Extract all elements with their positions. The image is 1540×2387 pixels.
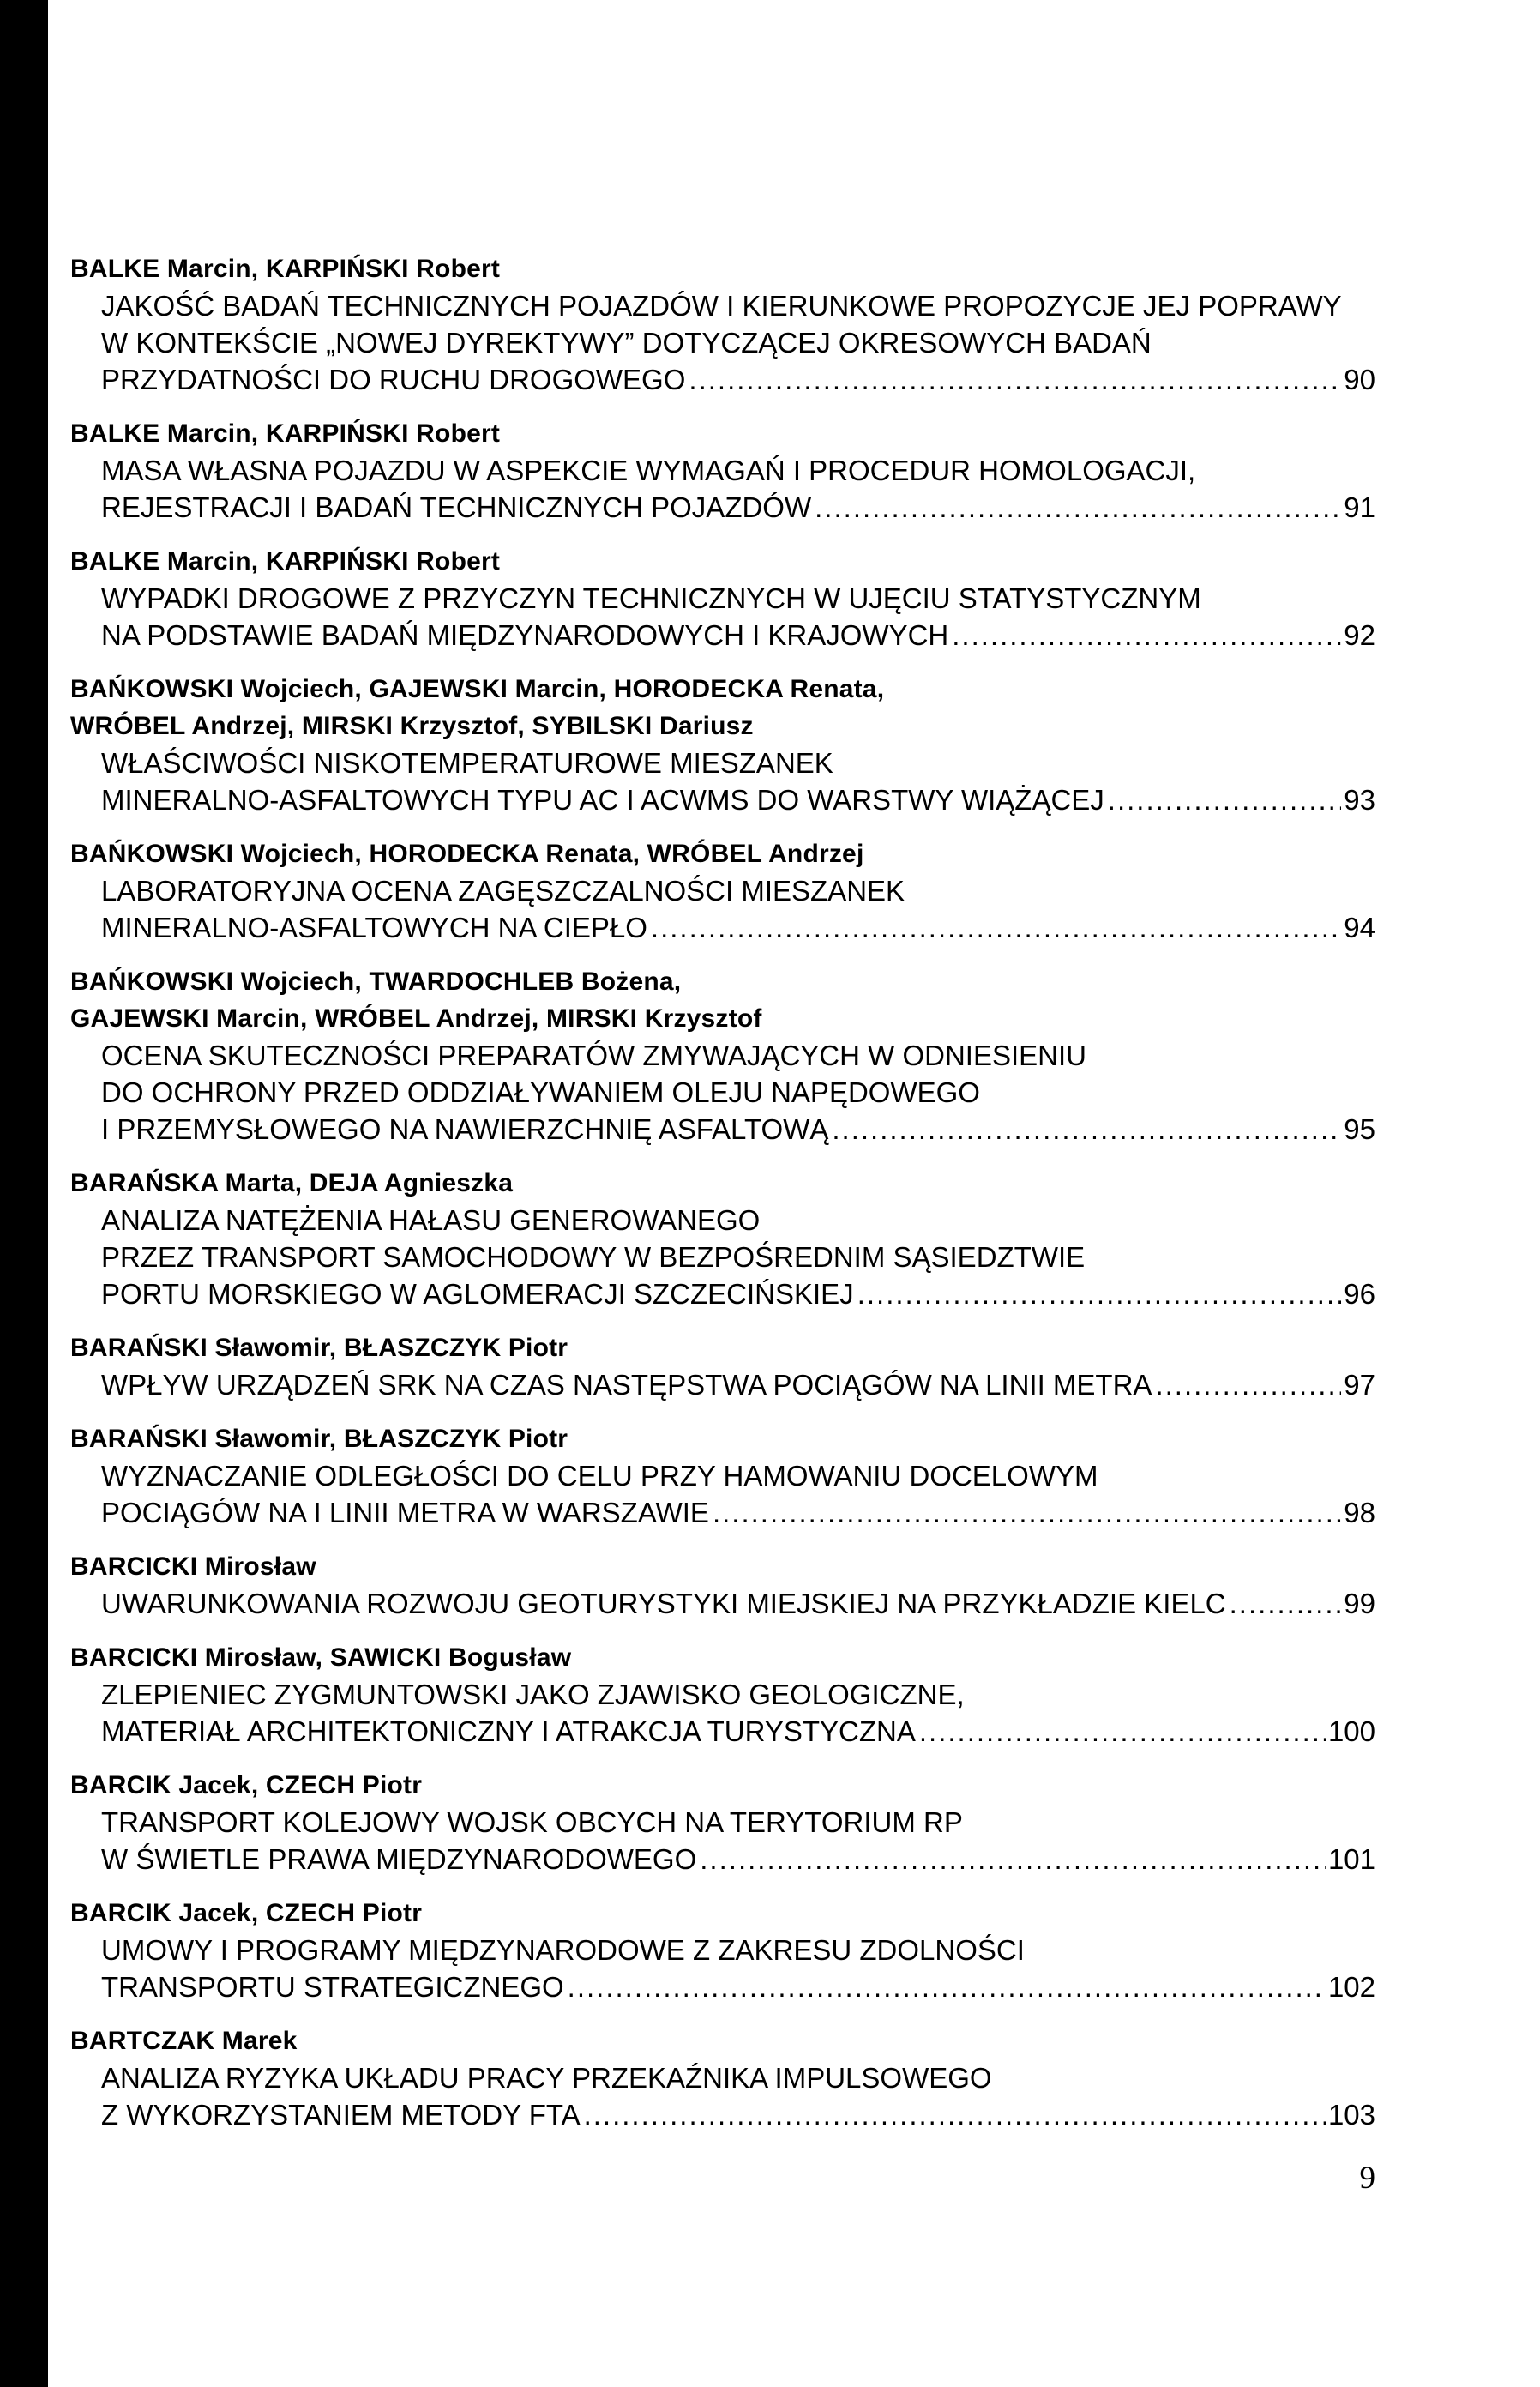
title-leader-line	[101, 1841, 1375, 1878]
entry-title	[70, 1585, 1375, 1622]
title-last-line: Z WYKORZYSTANIEM METODY FTA	[101, 2099, 581, 2131]
dot-leader	[832, 1111, 1341, 1148]
title-last-line: TRANSPORTU STRATEGICZNEGO	[101, 1971, 564, 2003]
entry-title	[70, 580, 1375, 654]
title-last-line: PRZYDATNOŚCI DO RUCHU DROGOWEGO	[101, 364, 686, 395]
toc-entry	[70, 543, 1375, 654]
entry-page-number: 96	[1344, 1278, 1375, 1310]
title-line: TRANSPORT KOLEJOWY WOJSK OBCYCH NA TERYTORIUM RP	[101, 1806, 963, 1838]
entry-page-number: 90	[1344, 364, 1375, 395]
entry-page-number: 98	[1344, 1497, 1375, 1528]
author-line: BAŃKOWSKI Wojciech, HORODECKA Renata, WRÓBEL Andrzej	[70, 840, 864, 868]
toc-entry	[70, 1639, 1375, 1750]
title-leader-line	[101, 617, 1375, 654]
entry-title	[70, 872, 1375, 946]
author-line: BARAŃSKI Sławomir, BŁASZCZYK Piotr	[70, 1425, 568, 1453]
toc-entry	[70, 2022, 1375, 2133]
entry-page-number: 101	[1327, 1843, 1375, 1875]
toc-entry	[70, 1420, 1375, 1531]
toc-entry	[70, 671, 1375, 818]
entry-title	[70, 1932, 1375, 2005]
entry-authors	[70, 543, 1375, 580]
title-leader-line	[101, 1366, 1375, 1403]
entry-page-number: 97	[1344, 1369, 1375, 1401]
title-leader-line	[101, 1494, 1375, 1531]
dot-leader	[713, 1494, 1341, 1531]
entry-page-number: 103	[1327, 2099, 1375, 2131]
author-line: BALKE Marcin, KARPIŃSKI Robert	[70, 255, 501, 283]
entry-authors	[70, 1895, 1375, 1932]
author-line: BARCIK Jacek, CZECH Piotr	[70, 1771, 423, 1799]
dot-leader	[952, 617, 1341, 654]
entry-page-number: 100	[1327, 1715, 1375, 1747]
author-line: BARAŃSKI Sławomir, BŁASZCZYK Piotr	[70, 1334, 568, 1362]
title-line: UMOWY I PROGRAMY MIĘDZYNARODOWE Z ZAKRESU ZDOLNOŚCI	[101, 1934, 1025, 1966]
entry-page-number: 92	[1344, 619, 1375, 651]
title-last-line: WPŁYW URZĄDZEŃ SRK NA CZAS NASTĘPSTWA POCIĄGÓW NA LINII METRA	[101, 1369, 1152, 1401]
entry-authors	[70, 671, 1375, 744]
toc-entry	[70, 835, 1375, 946]
title-leader-line	[101, 1713, 1375, 1750]
title-line: PRZEZ TRANSPORT SAMOCHODOWY W BEZPOŚREDNIM SĄSIEDZTWIE	[101, 1241, 1086, 1273]
entry-authors	[70, 835, 1375, 872]
title-leader-line	[101, 1585, 1375, 1622]
toc-entry	[70, 1329, 1375, 1403]
entry-authors	[70, 1639, 1375, 1676]
title-leader-line	[101, 489, 1375, 526]
title-line: WYZNACZANIE ODLEGŁOŚCI DO CELU PRZY HAMOWANIU DOCELOWYM	[101, 1460, 1098, 1492]
title-last-line: I PRZEMYSŁOWEGO NA NAWIERZCHNIĘ ASFALTOWĄ	[101, 1113, 829, 1145]
title-line: DO OCHRONY PRZED ODDZIAŁYWANIEM OLEJU NAPĘDOWEGO	[101, 1076, 980, 1108]
toc-entry	[70, 1767, 1375, 1878]
title-leader-line	[101, 1111, 1375, 1148]
toc-entry	[70, 963, 1375, 1148]
author-line: BAŃKOWSKI Wojciech, GAJEWSKI Marcin, HORODECKA Renata,	[70, 675, 885, 703]
entry-title	[70, 1366, 1375, 1403]
author-line: BALKE Marcin, KARPIŃSKI Robert	[70, 547, 501, 576]
dot-leader	[584, 2096, 1326, 2133]
entry-title	[70, 744, 1375, 818]
toc-entry	[70, 250, 1375, 398]
entry-authors	[70, 1548, 1375, 1585]
dot-leader	[1230, 1585, 1342, 1622]
author-line: GAJEWSKI Marcin, WRÓBEL Andrzej, MIRSKI Krzysztof	[70, 1004, 762, 1033]
dot-leader	[568, 1968, 1326, 2005]
title-line: ANALIZA RYZYKA UKŁADU PRACY PRZEKAŹNIKA IMPULSOWEGO	[101, 2062, 992, 2094]
dot-leader	[651, 909, 1341, 946]
page-number: 9	[1359, 2161, 1375, 2196]
dot-leader	[700, 1841, 1326, 1878]
title-leader-line	[101, 1968, 1375, 2005]
author-line: BARCICKI Mirosław, SAWICKI Bogusław	[70, 1643, 572, 1672]
title-last-line: MATERIAŁ ARCHITEKTONICZNY I ATRAKCJA TURYSTYCZNA	[101, 1715, 916, 1747]
entry-authors	[70, 1329, 1375, 1366]
dot-leader	[919, 1713, 1326, 1750]
entry-authors	[70, 250, 1375, 287]
entry-authors	[70, 415, 1375, 452]
title-line: JAKOŚĆ BADAŃ TECHNICZNYCH POJAZDÓW I KIERUNKOWE PROPOZYCJE JEJ POPRAWY	[101, 290, 1342, 322]
author-line: BARAŃSKA Marta, DEJA Agnieszka	[70, 1169, 514, 1197]
toc-entry	[70, 1165, 1375, 1312]
entry-title	[70, 287, 1375, 398]
title-last-line: W ŚWIETLE PRAWA MIĘDZYNARODOWEGO	[101, 1843, 697, 1875]
entry-page-number: 95	[1344, 1113, 1375, 1145]
title-last-line: REJESTRACJI I BADAŃ TECHNICZNYCH POJAZDÓW	[101, 491, 812, 523]
dot-leader	[815, 489, 1341, 526]
scan-edge-artifact	[0, 0, 48, 2387]
title-leader-line	[101, 1275, 1375, 1312]
title-last-line: POCIĄGÓW NA I LINII METRA W WARSZAWIE	[101, 1497, 709, 1528]
dot-leader	[1155, 1366, 1341, 1403]
entry-title	[70, 1457, 1375, 1531]
author-line: WRÓBEL Andrzej, MIRSKI Krzysztof, SYBILSKI Dariusz	[70, 712, 754, 740]
title-line: ANALIZA NATĘŻENIA HAŁASU GENEROWANEGO	[101, 1204, 761, 1236]
toc-entries	[70, 250, 1375, 2133]
title-line: MASA WŁASNA POJAZDU W ASPEKCIE WYMAGAŃ I PROCEDUR HOMOLOGACJI,	[101, 455, 1196, 486]
title-last-line: MINERALNO-ASFALTOWYCH NA CIEPŁO	[101, 912, 647, 943]
title-line: OCENA SKUTECZNOŚCI PREPARATÓW ZMYWAJĄCYCH W ODNIESIENIU	[101, 1040, 1086, 1071]
toc-entry	[70, 1548, 1375, 1622]
author-line: BALKE Marcin, KARPIŃSKI Robert	[70, 419, 501, 448]
author-line: BARCIK Jacek, CZECH Piotr	[70, 1899, 423, 1927]
entry-page-number: 93	[1344, 784, 1375, 816]
dot-leader	[1108, 781, 1341, 818]
entry-title	[70, 1037, 1375, 1148]
dot-leader	[857, 1275, 1342, 1312]
entry-page-number: 99	[1344, 1588, 1375, 1619]
entry-authors	[70, 1767, 1375, 1804]
title-last-line: NA PODSTAWIE BADAŃ MIĘDZYNARODOWYCH I KRAJOWYCH	[101, 619, 949, 651]
title-last-line: PORTU MORSKIEGO W AGLOMERACJI SZCZECIŃSKIEJ	[101, 1278, 854, 1310]
title-line: WYPADKI DROGOWE Z PRZYCZYN TECHNICZNYCH W UJĘCIU STATYSTYCZNYM	[101, 582, 1201, 614]
title-line: LABORATORYJNA OCENA ZAGĘSZCZALNOŚCI MIESZANEK	[101, 875, 905, 907]
author-line: BAŃKOWSKI Wojciech, TWARDOCHLEB Bożena,	[70, 967, 682, 996]
title-last-line: MINERALNO-ASFALTOWYCH TYPU AC I ACWMS DO WARSTWY WIĄŻĄCEJ	[101, 784, 1104, 816]
title-line: W KONTEKŚCIE „NOWEJ DYREKTYWY” DOTYCZĄCEJ OKRESOWYCH BADAŃ	[101, 327, 1152, 359]
entry-authors	[70, 2022, 1375, 2059]
entry-page-number: 94	[1344, 912, 1375, 943]
entry-title	[70, 2059, 1375, 2133]
entry-page-number: 102	[1327, 1971, 1375, 2003]
title-leader-line	[101, 361, 1375, 398]
entry-title	[70, 1202, 1375, 1312]
entry-authors	[70, 1165, 1375, 1202]
title-line: WŁAŚCIWOŚCI NISKOTEMPERATUROWE MIESZANEK	[101, 747, 833, 779]
title-line: ZLEPIENIEC ZYGMUNTOWSKI JAKO ZJAWISKO GEOLOGICZNE,	[101, 1679, 965, 1710]
toc-entry	[70, 415, 1375, 526]
entry-title	[70, 1804, 1375, 1878]
entry-title	[70, 1676, 1375, 1750]
entry-authors	[70, 1420, 1375, 1457]
title-leader-line	[101, 781, 1375, 818]
dot-leader	[689, 361, 1341, 398]
toc-content	[70, 250, 1375, 2150]
author-line: BARCICKI Mirosław	[70, 1552, 316, 1581]
title-leader-line	[101, 2096, 1375, 2133]
entry-authors	[70, 963, 1375, 1037]
entry-title	[70, 452, 1375, 526]
title-leader-line	[101, 909, 1375, 946]
title-last-line: UWARUNKOWANIA ROZWOJU GEOTURYSTYKI MIEJSKIEJ NA PRZYKŁADZIE KIELC	[101, 1588, 1226, 1619]
author-line: BARTCZAK Marek	[70, 2027, 298, 2055]
toc-entry	[70, 1895, 1375, 2005]
entry-page-number: 91	[1344, 491, 1375, 523]
